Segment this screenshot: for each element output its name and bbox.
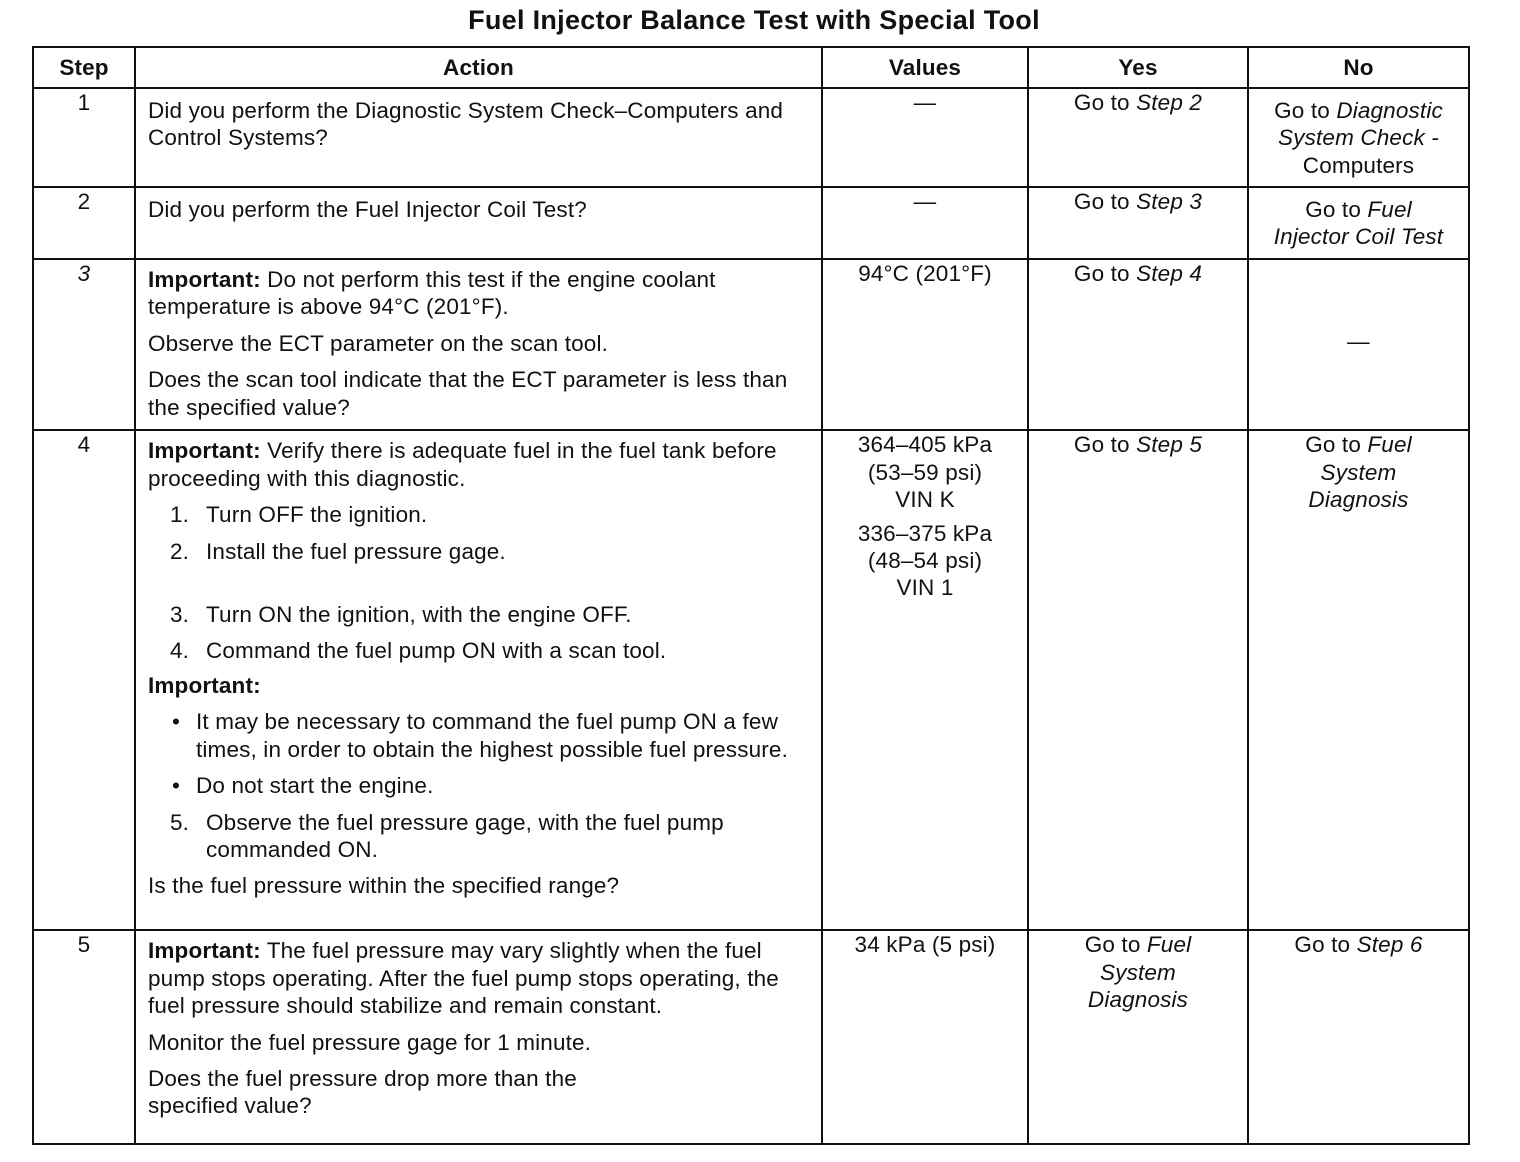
diagnostic-table <box>32 46 1470 1145</box>
yes-goto-link[interactable]: Go to Step 2 <box>1073 90 1203 115</box>
action-cell <box>135 187 822 259</box>
step-number: 4 <box>33 430 135 930</box>
values-cell: 94°C (201°F) <box>822 259 1028 430</box>
table-row <box>33 930 1469 1144</box>
list-item: 3. Turn ON the ignition, with the engine OFF. <box>170 601 632 627</box>
step-number: 2 <box>33 187 135 259</box>
important-note: Important: The fuel pressure may vary slightly when the fuel pump stops operating. After the fuel pump stops operating, the fuel pressure should stabilize and remain constant. <box>148 938 779 1019</box>
yes-cell <box>1028 430 1248 930</box>
step-number: 1 <box>33 88 135 187</box>
list-item: 1. Turn OFF the ignition. <box>170 502 428 528</box>
no-cell <box>1248 88 1469 187</box>
step-number: 5 <box>33 930 135 1144</box>
action-text: Did you perform the Diagnostic System Check–Computers and Control Systems? <box>148 98 784 151</box>
values-cell <box>822 430 1028 930</box>
yes-goto-link[interactable]: Go to Step 3 <box>1073 189 1203 214</box>
list-item: 2. Install the fuel pressure gage. <box>170 538 506 564</box>
table-header-row <box>33 47 1469 88</box>
no-cell: — <box>1248 259 1469 430</box>
no-goto-link[interactable]: Go to Diagnostic System Check - Computers <box>1274 98 1443 178</box>
important-label: Important: <box>148 672 261 698</box>
no-cell <box>1248 430 1469 930</box>
value-vin-1: 336–375 kPa (48–54 psi) VIN 1 <box>857 520 993 601</box>
yes-cell <box>1028 88 1248 187</box>
bullet-icon: • <box>172 773 181 799</box>
important-note: Important: Verify there is adequate fuel in the fuel tank before proceeding with this diagnostic. <box>148 438 777 491</box>
no-cell <box>1248 930 1469 1144</box>
action-question: Does the fuel pressure drop more than the specified value? <box>148 1065 577 1119</box>
header-values: Values <box>822 47 1028 88</box>
no-cell <box>1248 187 1469 259</box>
yes-cell <box>1028 259 1248 430</box>
list-item: 4. Command the fuel pump ON with a scan tool. <box>170 638 667 664</box>
action-cell <box>135 430 822 930</box>
bullet-icon: • <box>172 709 181 735</box>
action-text: Did you perform the Fuel Injector Coil Test? <box>148 197 587 222</box>
header-no: No <box>1248 47 1469 88</box>
action-cell <box>135 930 822 1144</box>
action-cell <box>135 259 822 430</box>
list-item: • It may be necessary to command the fuel pump ON a few times, in order to obtain the highest possible fuel pressure. <box>172 709 788 762</box>
yes-goto-link[interactable]: Go to Fuel System Diagnosis <box>1084 932 1192 1013</box>
header-action: Action <box>135 47 822 88</box>
step-number: 3 <box>33 259 135 430</box>
no-goto-link[interactable]: Go to Fuel Injector Coil Test <box>1273 197 1444 250</box>
header-step: Step <box>33 47 135 88</box>
important-bullets <box>148 708 811 799</box>
list-item: • Do not start the engine. <box>172 773 434 799</box>
no-goto-link[interactable]: Go to Step 6 <box>1294 932 1423 958</box>
table-row <box>33 430 1469 930</box>
action-instruction: Monitor the fuel pressure gage for 1 minute. <box>148 1029 592 1055</box>
important-note: Important: Do not perform this test if the engine coolant temperature is above 94°C (201°F). <box>148 267 716 320</box>
table-row <box>33 259 1469 430</box>
procedure-steps <box>148 809 811 864</box>
values-cell: — <box>822 187 1028 259</box>
table-row <box>33 187 1469 259</box>
list-item: 5. Observe the fuel pressure gage, with the fuel pump commanded ON. <box>170 809 724 862</box>
yes-goto-link[interactable]: Go to Step 4 <box>1073 261 1203 286</box>
value-vin-k: 364–405 kPa (53–59 psi) VIN K <box>857 432 993 513</box>
yes-goto-link[interactable]: Go to Step 5 <box>1073 432 1203 458</box>
values-cell: 34 kPa (5 psi) <box>822 930 1028 1144</box>
procedure-steps <box>148 501 811 665</box>
action-cell <box>135 88 822 187</box>
action-question: Does the scan tool indicate that the ECT parameter is less than the specified value? <box>148 367 788 420</box>
header-yes: Yes <box>1028 47 1248 88</box>
page-title: Fuel Injector Balance Test with Special Tool <box>468 5 1040 35</box>
yes-cell <box>1028 930 1248 1144</box>
values-cell: — <box>822 88 1028 187</box>
action-question: Is the fuel pressure within the specified range? <box>148 873 620 899</box>
table-row <box>33 88 1469 187</box>
yes-cell <box>1028 187 1248 259</box>
no-goto-link[interactable]: Go to Fuel System Diagnosis <box>1305 432 1412 513</box>
action-instruction: Observe the ECT parameter on the scan tool. <box>148 330 609 356</box>
